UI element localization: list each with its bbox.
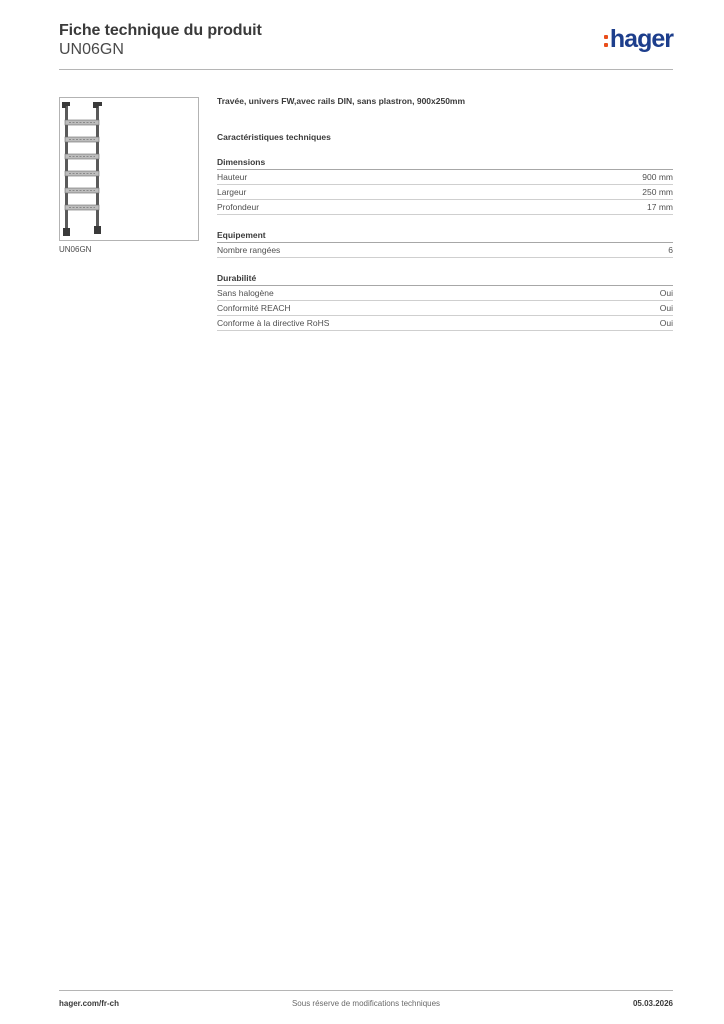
spec-value: Oui [659, 288, 673, 298]
spec-value: 900 mm [642, 172, 673, 182]
spec-row [217, 170, 673, 185]
page-header [59, 20, 673, 70]
spec-label: Nombre rangées [217, 245, 281, 255]
spec-group-equipement [217, 229, 673, 258]
spec-label: Conforme à la directive RoHS [217, 318, 330, 328]
hager-logo-icon [604, 35, 608, 47]
spec-row [217, 301, 673, 316]
spec-label: Largeur [217, 187, 247, 197]
spec-group-durabilite [217, 272, 673, 331]
spec-label: Sans halogène [217, 288, 274, 298]
spec-row [217, 200, 673, 215]
spec-row [217, 316, 673, 331]
spec-value: Oui [659, 303, 673, 313]
product-description: Travée, univers FW,avec rails DIN, sans plastron, 900x250mm [217, 96, 466, 106]
product-details [217, 95, 673, 331]
product-reference: UN06GN [59, 41, 124, 58]
spec-row [217, 185, 673, 200]
footer-website-link[interactable]: hager.com/fr-ch [59, 999, 120, 1008]
specs-section-title: Caractéristiques techniques [217, 132, 331, 142]
spec-value: 17 mm [647, 202, 673, 212]
spec-group-title: Dimensions [217, 156, 673, 170]
spec-group-title: Equipement [217, 229, 673, 243]
product-image-caption: UN06GN [59, 245, 92, 254]
spec-group-title: Durabilité [217, 272, 673, 286]
brand-logo-text: hager [609, 25, 673, 53]
din-rail-frame-icon [60, 98, 198, 240]
document-title: Fiche technique du produit [59, 22, 262, 39]
spec-group-dimensions [217, 156, 673, 215]
spec-value: 250 mm [642, 187, 673, 197]
brand-logo [604, 26, 673, 52]
spec-label: Conformité REACH [217, 303, 291, 313]
footer-date: 05.03.2026 [632, 999, 673, 1008]
spec-label: Profondeur [217, 202, 260, 212]
spec-row [217, 243, 673, 258]
page-footer [59, 990, 673, 1012]
spec-row [217, 286, 673, 301]
spec-label: Hauteur [217, 172, 248, 182]
spec-value: 6 [668, 245, 673, 255]
spec-value: Oui [659, 318, 673, 328]
product-image-frame [59, 97, 199, 241]
footer-notice: Sous réserve de modifications techniques [291, 999, 441, 1008]
